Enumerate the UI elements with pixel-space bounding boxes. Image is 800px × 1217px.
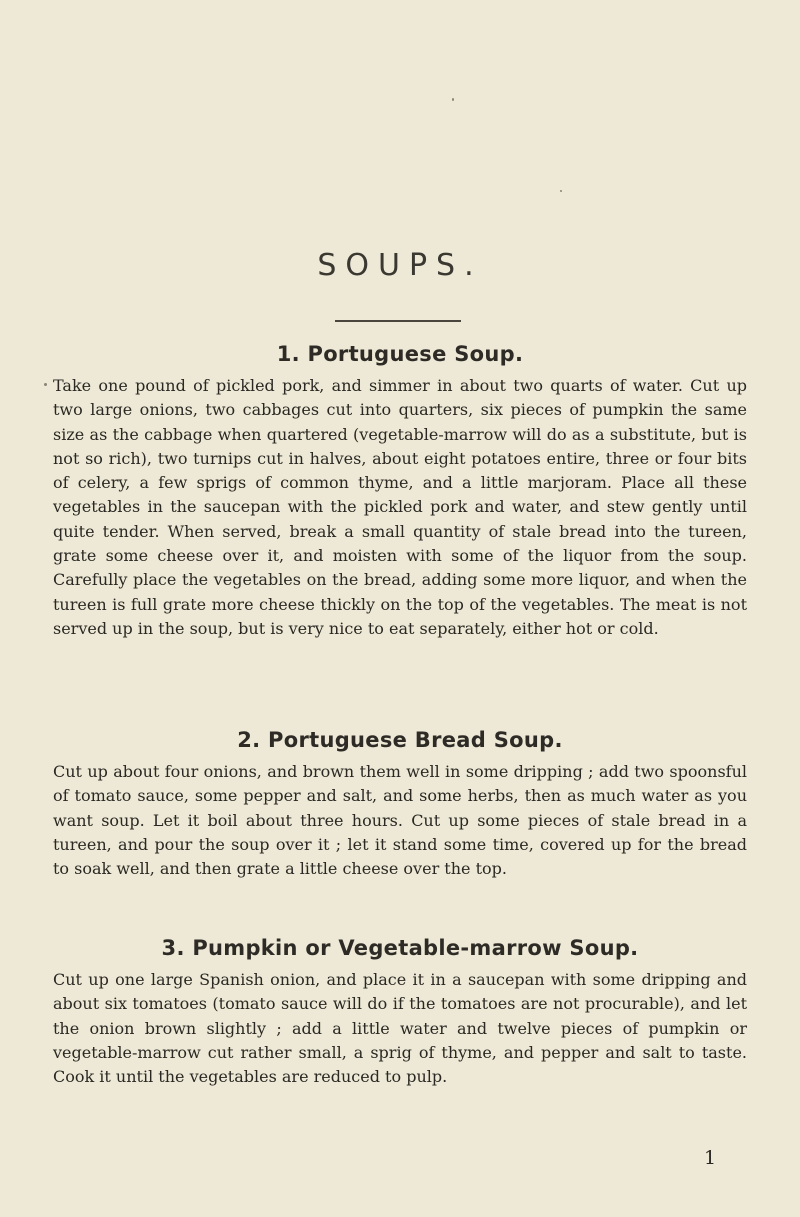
recipe-body: Take one pound of pickled pork, and simmer in about two quarts of water. Cut up two large onions, two cabbages cut into quarters, six pieces of pumpkin the same size as the cabbage when quartered (vegetable-marrow will do as a substitute, but is not so rich), two turnips cut in halves, about eight potatoes entire, three or four bits of celery, a few sprigs of common thyme, and a little marjoram. Place all these vegetables in the saucepan with the pickled pork and water, and stew gently until quite tender. When served, break a small quantity of stale bread into the tureen, grate some cheese over it, and moisten with some of the liquor from the soup. Carefully place the vegetables on the bread, adding some more liquor, and when the tureen is full grate more cheese thickly on the top of the vegetables. The meat is not served up in the soup, but is very nice to eat separately, either hot or cold. [53,376,747,638]
recipe-section-portuguese-bread-soup [53,728,747,881]
heading-rule [335,320,461,322]
recipe-title: 1. Portuguese Soup. [276,342,524,366]
recipe-title: 2. Portuguese Bread Soup. [237,728,563,752]
recipe-body: Cut up one large Spanish onion, and place it in a saucepan with some dripping and about six tomatoes (tomato sauce will do if the tomatoes are not procurable), and let the onion brown slightly ; add a little water and twelve pieces of pumpkin or vegetable-marrow cut rather small, a sprig of thyme, and pepper and salt to taste. Cook it until the vegetables are reduced to pulp. [53,970,747,1087]
recipe-body: Cut up about four onions, and brown them well in some dripping ; add two spoonsful of tomato sauce, some pepper and salt, and some herbs, then as much water as you want soup. Let it boil about three hours. Cut up some pieces of stale bread in a tureen, and pour the soup over it ; let it stand some time, covered up for the bread to soak well, and then grate a little cheese over the top. [53,762,747,879]
page-number: 1 [704,1147,717,1169]
recipe-section-portuguese-soup [53,342,747,641]
recipe-title: 3. Pumpkin or Vegetable-marrow Soup. [161,936,639,960]
recipe-section-pumpkin-soup [53,936,747,1089]
paper-speck [44,383,47,386]
paper-speck [452,98,454,101]
paper-speck [560,190,562,192]
chapter-heading: SOUPS. [317,248,483,283]
